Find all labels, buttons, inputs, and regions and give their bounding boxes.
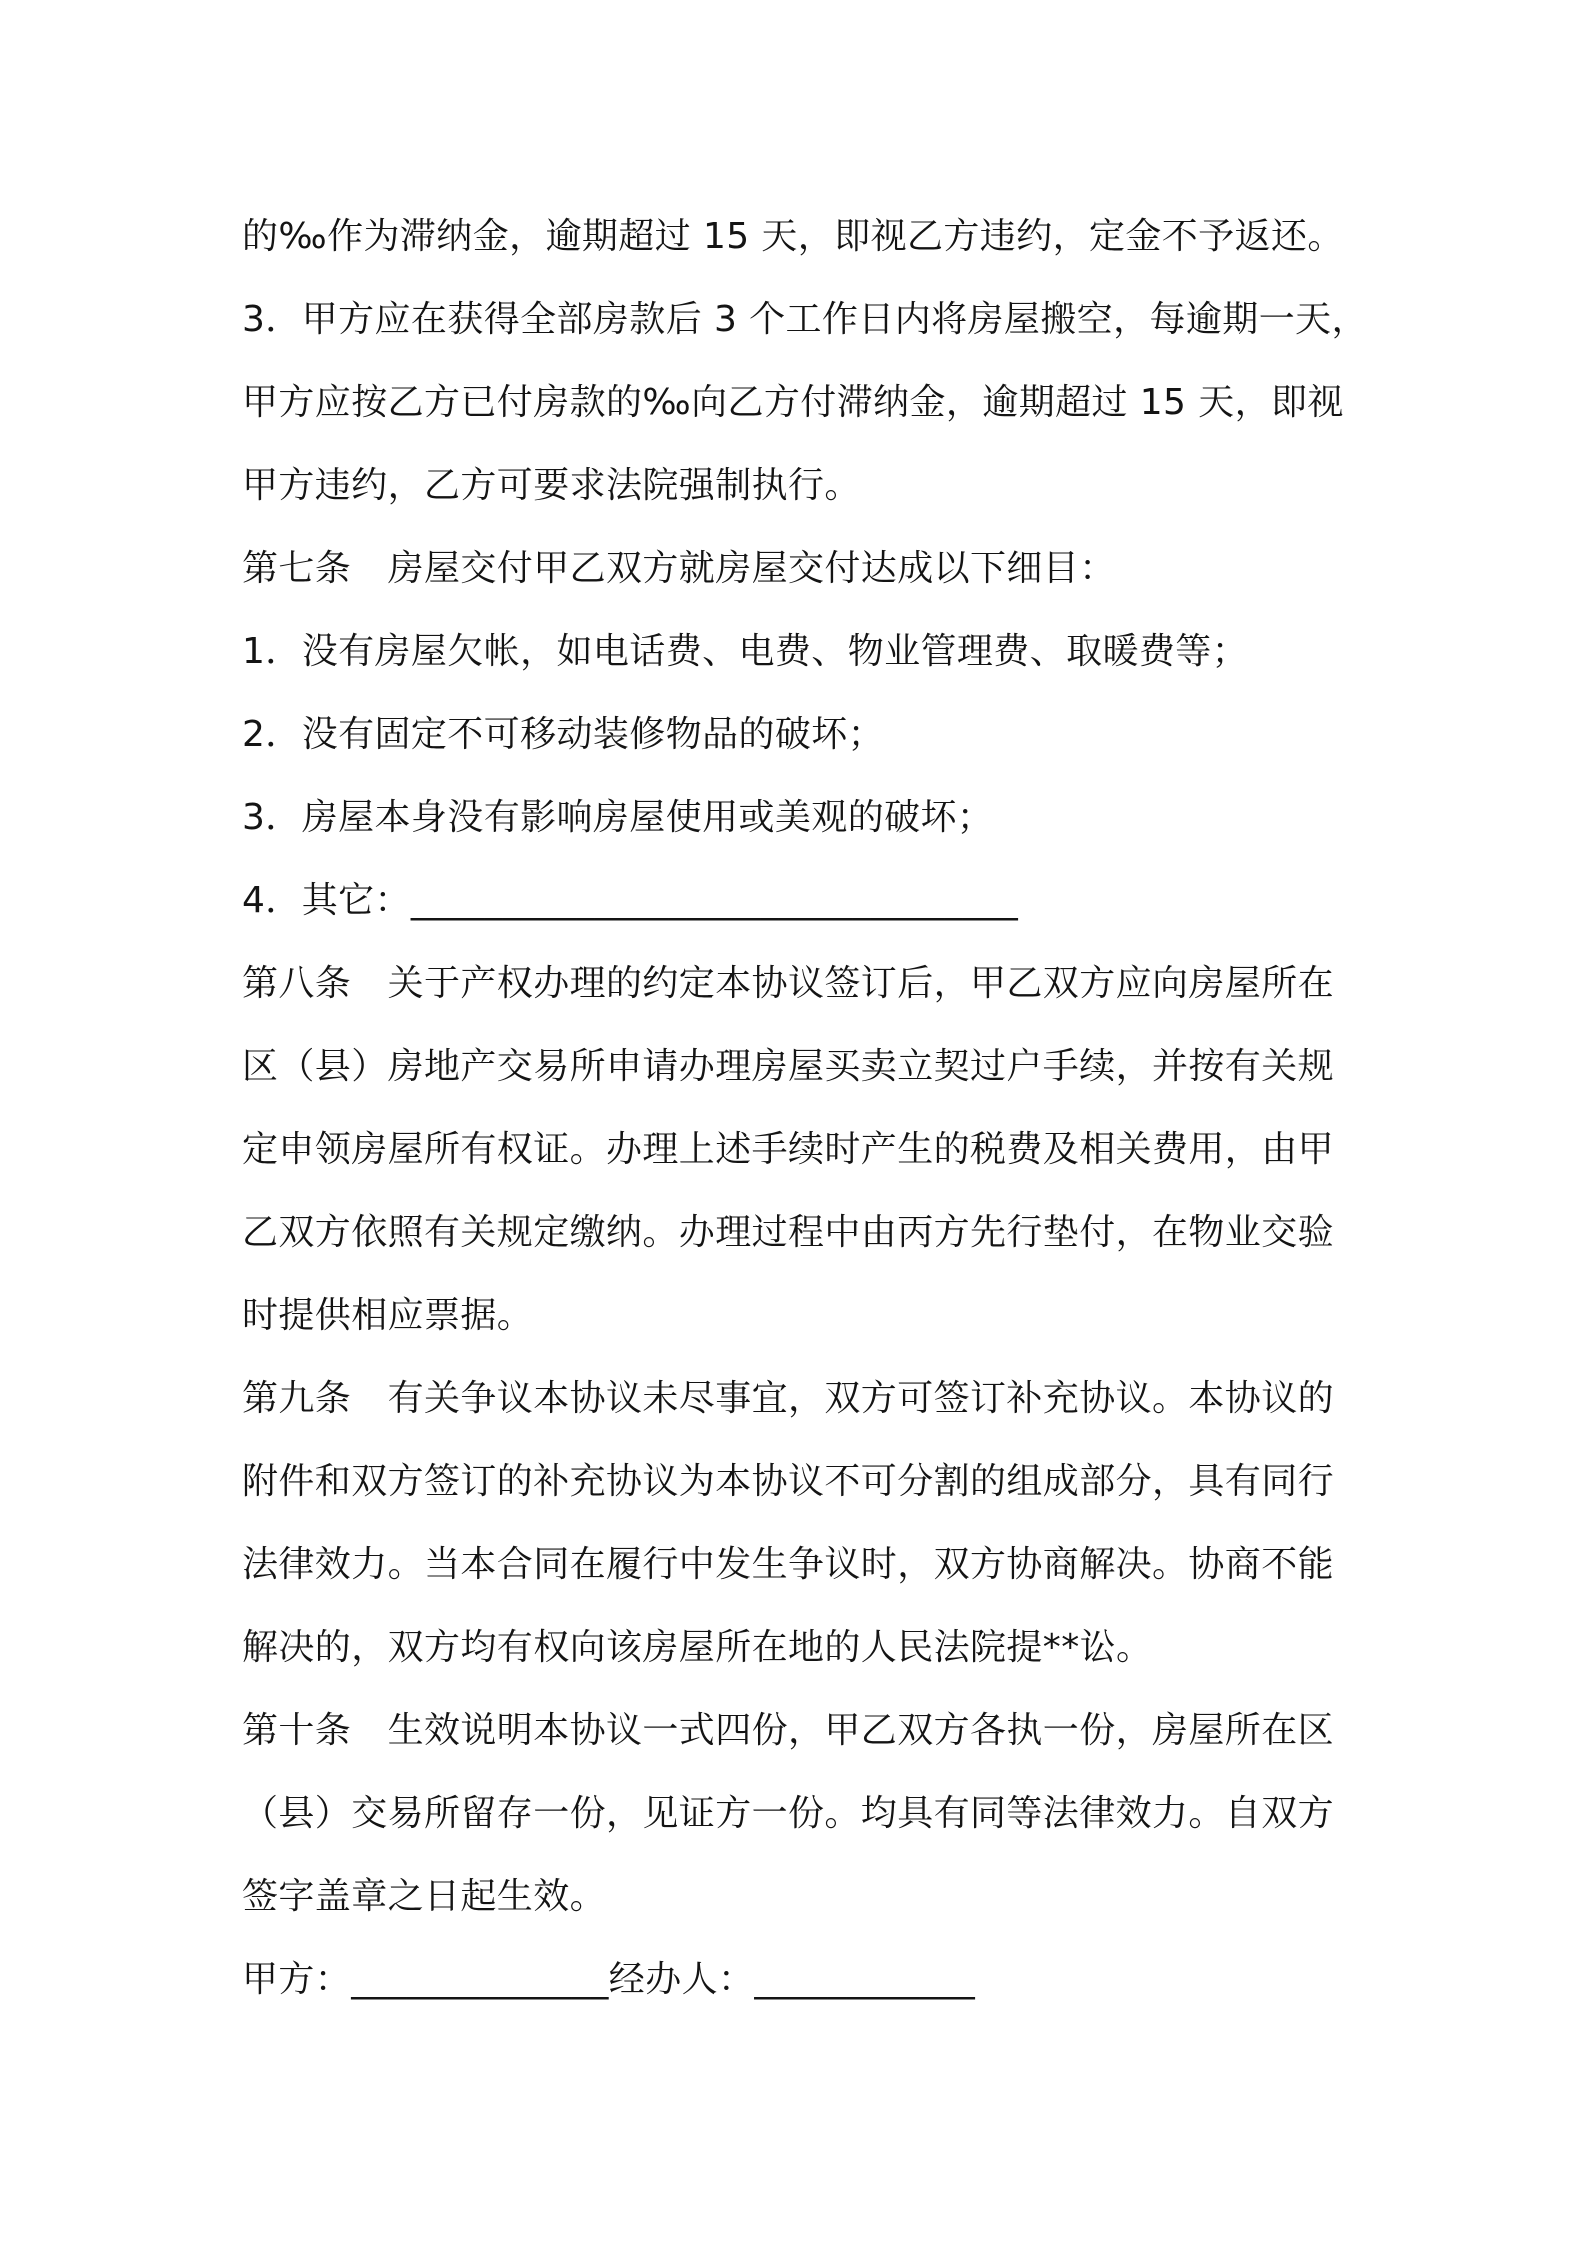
- article-9-line-2: 附件和双方签订的补充协议为本协议不可分割的组成部分，具有同行: [242, 1461, 1335, 1502]
- article-7-item-1: 1．没有房屋欠帐，如电话费、电费、物业管理费、取暖费等；: [242, 631, 1249, 672]
- article-10-line-3: 签字盖章之日起生效。: [242, 1876, 607, 1917]
- article-7-item-3: 3．房屋本身没有影响房屋使用或美观的破坏；: [242, 797, 994, 838]
- text-line-clause-3-vacate: 3．甲方应在获得全部房款后 3 个工作日内将房屋搬空，每逾期一天，: [242, 299, 1368, 340]
- article-8-line-3: 定申领房屋所有权证。办理上述手续时产生的税费及相关费用，由甲: [242, 1129, 1335, 1170]
- article-9-line-4: 解决的，双方均有权向该房屋所在地的人民法院提**讼。: [242, 1627, 1153, 1668]
- article-9-line-1: 第九条 有关争议本协议未尽事宜，双方可签订补充协议。本协议的: [242, 1378, 1335, 1419]
- text-line-late-fee-continuation: 的‰作为滞纳金，逾期超过 15 天，即视乙方违约，定金不予返还。: [242, 216, 1344, 257]
- article-7-item-4-other: 4．其它：_________________________________: [242, 880, 1019, 921]
- article-8-line-5: 时提供相应票据。: [242, 1295, 534, 1336]
- article-9-line-3: 法律效力。当本合同在履行中发生争议时，双方协商解决。协商不能: [242, 1544, 1335, 1585]
- article-10-line-2: （县）交易所留存一份，见证方一份。均具有同等法律效力。自双方: [242, 1793, 1335, 1834]
- text-line-clause-3-penalty: 甲方应按乙方已付房款的‰向乙方付滞纳金，逾期超过 15 天，即视: [242, 382, 1344, 423]
- article-7-heading: 第七条 房屋交付甲乙双方就房屋交付达成以下细目：: [242, 548, 1116, 589]
- article-8-line-2: 区（县）房地产交易所申请办理房屋买卖立契过户手续，并按有关规: [242, 1046, 1335, 1087]
- article-8-line-1: 第八条 关于产权办理的约定本协议签订后，甲乙双方应向房屋所在: [242, 963, 1335, 1004]
- article-8-line-4: 乙双方依照有关规定缴纳。办理过程中由丙方先行垫付，在物业交验: [242, 1212, 1335, 1253]
- article-7-item-2: 2．没有固定不可移动装修物品的破坏；: [242, 714, 885, 755]
- contract-text-body: [242, 195, 1368, 2021]
- text-line-clause-3-enforcement: 甲方违约，乙方可要求法院强制执行。: [242, 465, 861, 506]
- signature-line-party-a-agent: 甲方：______________经办人：____________: [242, 1959, 976, 2000]
- article-10-line-1: 第十条 生效说明本协议一式四份，甲乙双方各执一份，房屋所在区: [242, 1710, 1335, 1751]
